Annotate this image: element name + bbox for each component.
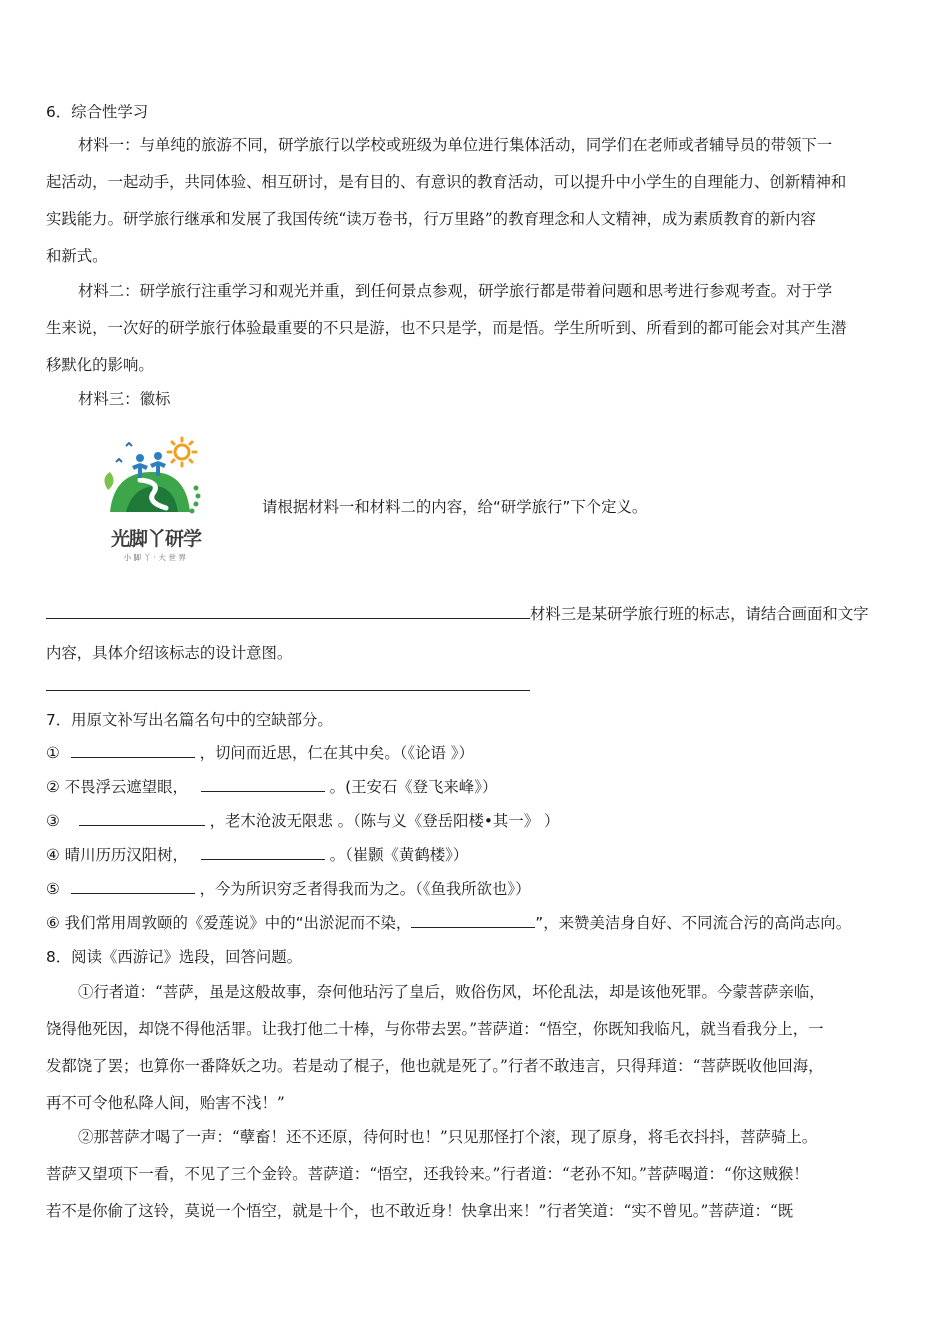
q8-passage1-line4: 再不可令他私降人间，贻害不浅！” [46, 1094, 285, 1112]
q6-title: 6．综合性学习 [46, 103, 149, 121]
fill-blank[interactable] [71, 878, 195, 894]
q7-item-3 [46, 810, 906, 832]
logo-slogan: 小脚丫·大世界 [123, 553, 189, 562]
q6-material2-line2: 生来说，一次好的研学旅行体验最重要的不只是游，也不只是学，而是悟。学生所听到、所看到的都可能会对其产生潜 [46, 319, 847, 337]
item-number: ⑤ [46, 880, 60, 898]
item-text: ，今为所识穷乏者得我而为之。（《鱼我所欲也》） [199, 880, 531, 898]
q7-item-4 [46, 844, 906, 866]
q6-material3-question: 材料三是某研学旅行班的标志，请结合画面和文字 [530, 605, 869, 623]
q7-item-6 [46, 912, 926, 934]
q8-passage1-line1: ①行者道：“菩萨，虽是这般故事，奈何他玷污了皇后，败俗伤风，坏伦乱法，却是该他死罪。今蒙菩萨亲临， [78, 983, 825, 1001]
q6-material1-line2: 起活动，一起动手，共同体验、相互研讨，是有目的、有意识的教育活动，可以提升中小学生的自理能力、创新精神和 [46, 173, 847, 191]
bird-icon [116, 459, 122, 462]
item-text: ，切问而近思，仁在其中矣。（《论语 》） [199, 744, 474, 762]
logo-graphic-icon [96, 432, 216, 524]
leaf-icon [104, 472, 113, 490]
item-text: 不畏浮云遮望眼， [64, 778, 188, 796]
q8-passage1-line3: 发都饶了罢；也算你一番降妖之功。若是动了棍子，他也就是死了。”行者不敢违言，只得拜道：“菩萨既收他回海， [46, 1057, 824, 1075]
item-text: 。(王安石《登飞来峰》） [329, 778, 498, 796]
q8-title: 8．阅读《西游记》选段，回答问题。 [46, 948, 303, 966]
q6-material3-label: 材料三：徽标 [78, 390, 171, 408]
logo-name: 光脚丫研学 [110, 528, 201, 550]
answer-blank[interactable] [46, 690, 530, 691]
item-number: ① [46, 744, 60, 762]
fill-blank[interactable] [79, 810, 205, 826]
q6-answer-line1 [46, 603, 906, 625]
fill-blank[interactable] [411, 912, 535, 928]
q6-definition-prompt: 请根据材料一和材料二的内容，给“研学旅行”下个定义。 [262, 498, 648, 516]
item-number: ② [46, 778, 60, 796]
answer-blank[interactable] [46, 603, 530, 619]
sun-icon [168, 438, 196, 466]
item-text: 我们常用周敦颐的《爱莲说》中的“出淤泥而不染， [64, 914, 412, 932]
footprint-dots-icon [190, 486, 201, 514]
q7-title: 7．用原文补写出名篇名句中的空缺部分。 [46, 711, 333, 729]
bird-icon [126, 443, 132, 446]
item-number: ⑥ [46, 914, 60, 932]
q6-material2-line1: 材料二：研学旅行注重学习和观光并重，到任何景点参观，研学旅行都是带着问题和思考进行参观考查。对于学 [78, 282, 833, 300]
item-text: ”，来赞美洁身自好、不同流合污的高尚志向。 [535, 914, 852, 932]
q6-material1-line4: 和新式。 [46, 247, 108, 265]
q8-passage1-line2: 饶得他死因，却饶不得他活罪。让我打他二十棒，与你带去罢。”菩萨道：“悟空，你既知我临凡，就当看我分上，一 [46, 1020, 824, 1038]
q8-passage2-line2: 菩萨又望项下一看，不见了三个金铃。菩萨道：“悟空，还我铃来。”行者道：“老孙不知。”菩萨喝道：“你这贼猴！ [46, 1165, 809, 1183]
q8-passage2-line1: ②那菩萨才喝了一声：“孽畜！还不还原，待何时也！”只见那怪打个滚，现了原身，将毛衣抖抖，菩萨骑上。 [78, 1128, 818, 1146]
fill-blank[interactable] [201, 776, 325, 792]
q8-passage2-line3: 若不是你偷了这铃，莫说一个悟空，就是十个，也不敢近身！快拿出来！”行者笑道：“实不曾见。”菩萨道：“既 [46, 1202, 794, 1220]
fill-blank[interactable] [71, 742, 195, 758]
q6-material1-line1: 材料一：与单纯的旅游不同，研学旅行以学校或班级为单位进行集体活动，同学们在老师或者辅导员的带领下一 [78, 136, 833, 154]
item-text: 晴川历历汉阳树， [64, 846, 188, 864]
fill-blank[interactable] [201, 844, 325, 860]
q7-item-5 [46, 878, 906, 900]
q6-material2-line3: 移默化的影响。 [46, 356, 154, 374]
item-number: ④ [46, 846, 60, 864]
q6-material3-question-cont: 内容，具体介绍该标志的设计意图。 [46, 644, 293, 662]
q7-item-2 [46, 776, 906, 798]
item-number: ③ [46, 812, 60, 830]
study-tour-logo [96, 432, 216, 572]
q6-material1-line3: 实践能力。研学旅行继承和发展了我国传统“读万卷书，行万里路”的教育理念和人文精神，成为素质教育的新内容 [46, 210, 816, 228]
item-text: 。（崔颢《黄鹤楼》） [329, 846, 469, 864]
q7-item-1 [46, 742, 906, 764]
item-text: ，老木沧波无限悲 。（陈与义《登岳阳楼•其一》 ） [209, 812, 560, 830]
